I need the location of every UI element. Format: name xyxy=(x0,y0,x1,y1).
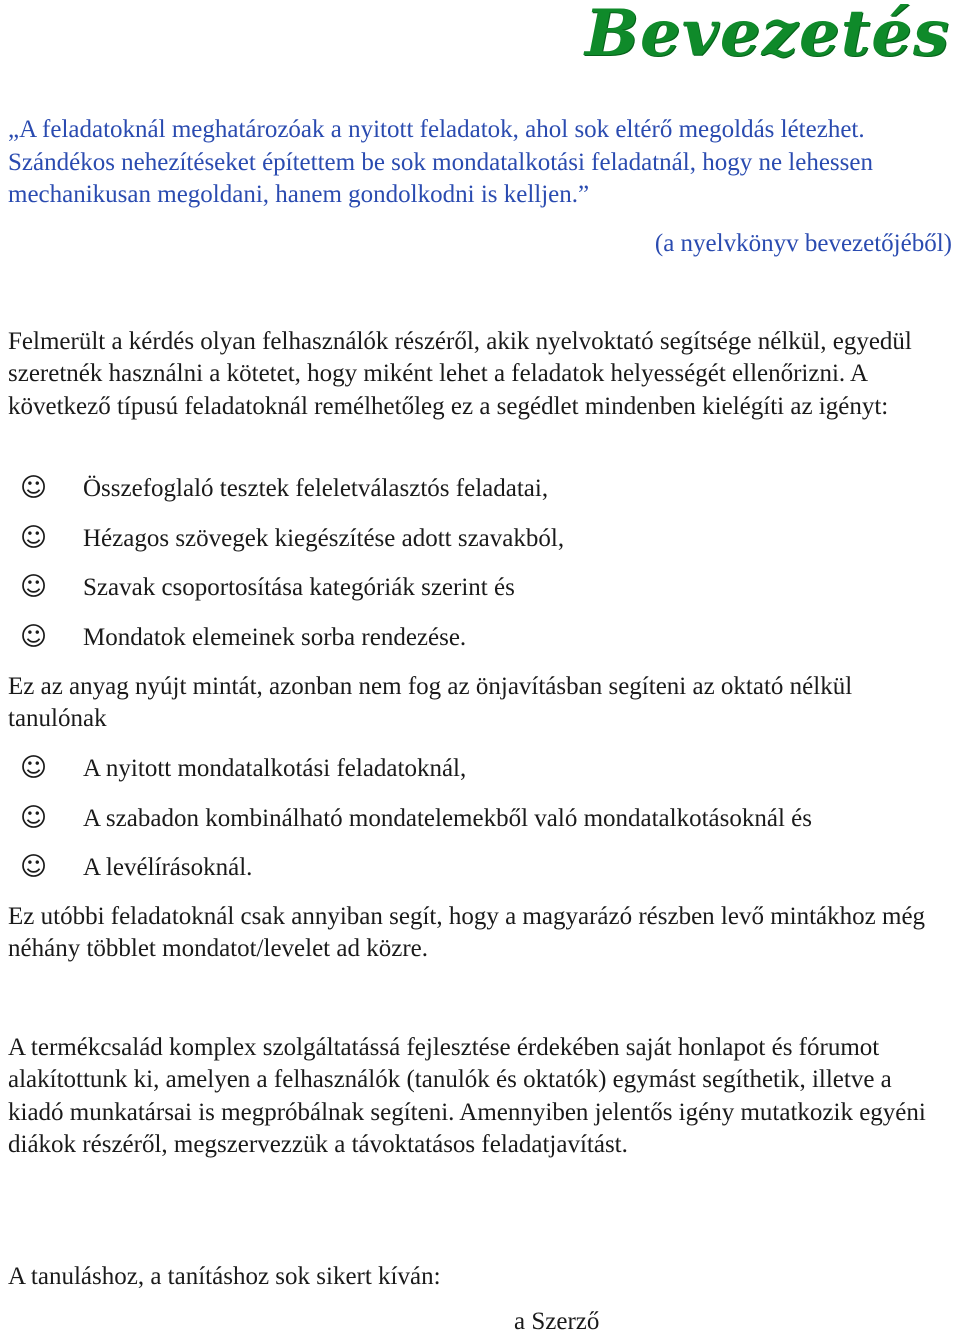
latter-tasks-paragraph: Ez utóbbi feladatoknál csak annyiban segít, hogy a magyarázó részben levő mintákhoz még néhány többlet mondatot/levelet ad közre. xyxy=(8,903,926,963)
intro-paragraph: Felmerült a kérdés olyan felhasználók részéről, akik nyelvoktató segítsége nélkül, egyedül szeretnék használni a kötetet, hogy miként lehet a feladatok helyességét ellenőrizni. A következő típusú feladatoknál remélhetőleg ez a segédlet mindenben kielégíti az igényt: xyxy=(8,328,912,420)
smiley-face-icon: ☺ xyxy=(20,473,48,503)
page-title: Bevezetés xyxy=(584,0,950,71)
list-item-text: Mondatok elemeinek sorba rendezése. xyxy=(83,623,467,651)
list-item-text: A levélírásoknál. xyxy=(83,854,253,881)
product-paragraph: A termékcsalád komplex szolgáltatássá fejlesztése érdekében saját honlapot és fórumot alakítottunk ki, amelyen a felhasználók (tanulók és oktatók) egymást segíthetik, illetve a kiadó munkatársai is megpróbálnak segíteni. Amennyiben jelentős igény mutatkozik egyéni diákok részéről, megszervezzük a távoktatásos feladatjavítást. xyxy=(8,1034,926,1158)
quote-source: (a nyelvkönyv bevezetőjéből) xyxy=(654,230,952,257)
smiley-face-icon: ☺ xyxy=(20,621,48,652)
list-item xyxy=(0,852,960,902)
list-item xyxy=(0,622,960,672)
signature: a Szerző xyxy=(514,1308,600,1335)
list-item xyxy=(0,803,960,853)
smiley-face-icon: ☺ xyxy=(20,572,48,602)
list-item-text: Hézagos szövegek kiegészítése adott szavakból, xyxy=(83,524,565,552)
unhelped-task-list xyxy=(0,753,960,902)
list-item-text: Szavak csoportosítása kategóriák szerint és xyxy=(83,574,515,601)
closing-line: A tanuláshoz, a tanításhoz sok sikert kíván: xyxy=(8,1263,441,1290)
helped-task-list xyxy=(0,473,960,671)
smiley-face-icon: ☺ xyxy=(20,522,48,553)
list-item-text: Összefoglaló tesztek feleletválasztós feladatai, xyxy=(83,475,549,502)
list-item-text: A nyitott mondatalkotási feladatoknál, xyxy=(83,755,467,782)
list-item xyxy=(0,753,960,803)
list-item xyxy=(0,523,960,573)
list-item-text: A szabadon kombinálható mondatelemekből való mondatalkotásoknál és xyxy=(83,804,812,832)
list-item xyxy=(0,572,960,622)
smiley-face-icon: ☺ xyxy=(20,802,48,833)
limitation-paragraph: Ez az anyag nyújt mintát, azonban nem fog az önjavításban segíteni az oktató nélkül tanulónak xyxy=(8,673,853,733)
list-item xyxy=(0,473,960,523)
smiley-face-icon: ☺ xyxy=(20,852,48,882)
intro-quote: „A feladatoknál meghatározóak a nyitott feladatok, ahol sok eltérő megoldás létezhet. Szándékos nehezítéseket építettem be sok mondatalkotási feladatnál, hogy ne lehessen mechanikusan megoldani, hanem gondolkodni is kelljen.” xyxy=(8,116,873,208)
smiley-face-icon: ☺ xyxy=(20,753,48,783)
